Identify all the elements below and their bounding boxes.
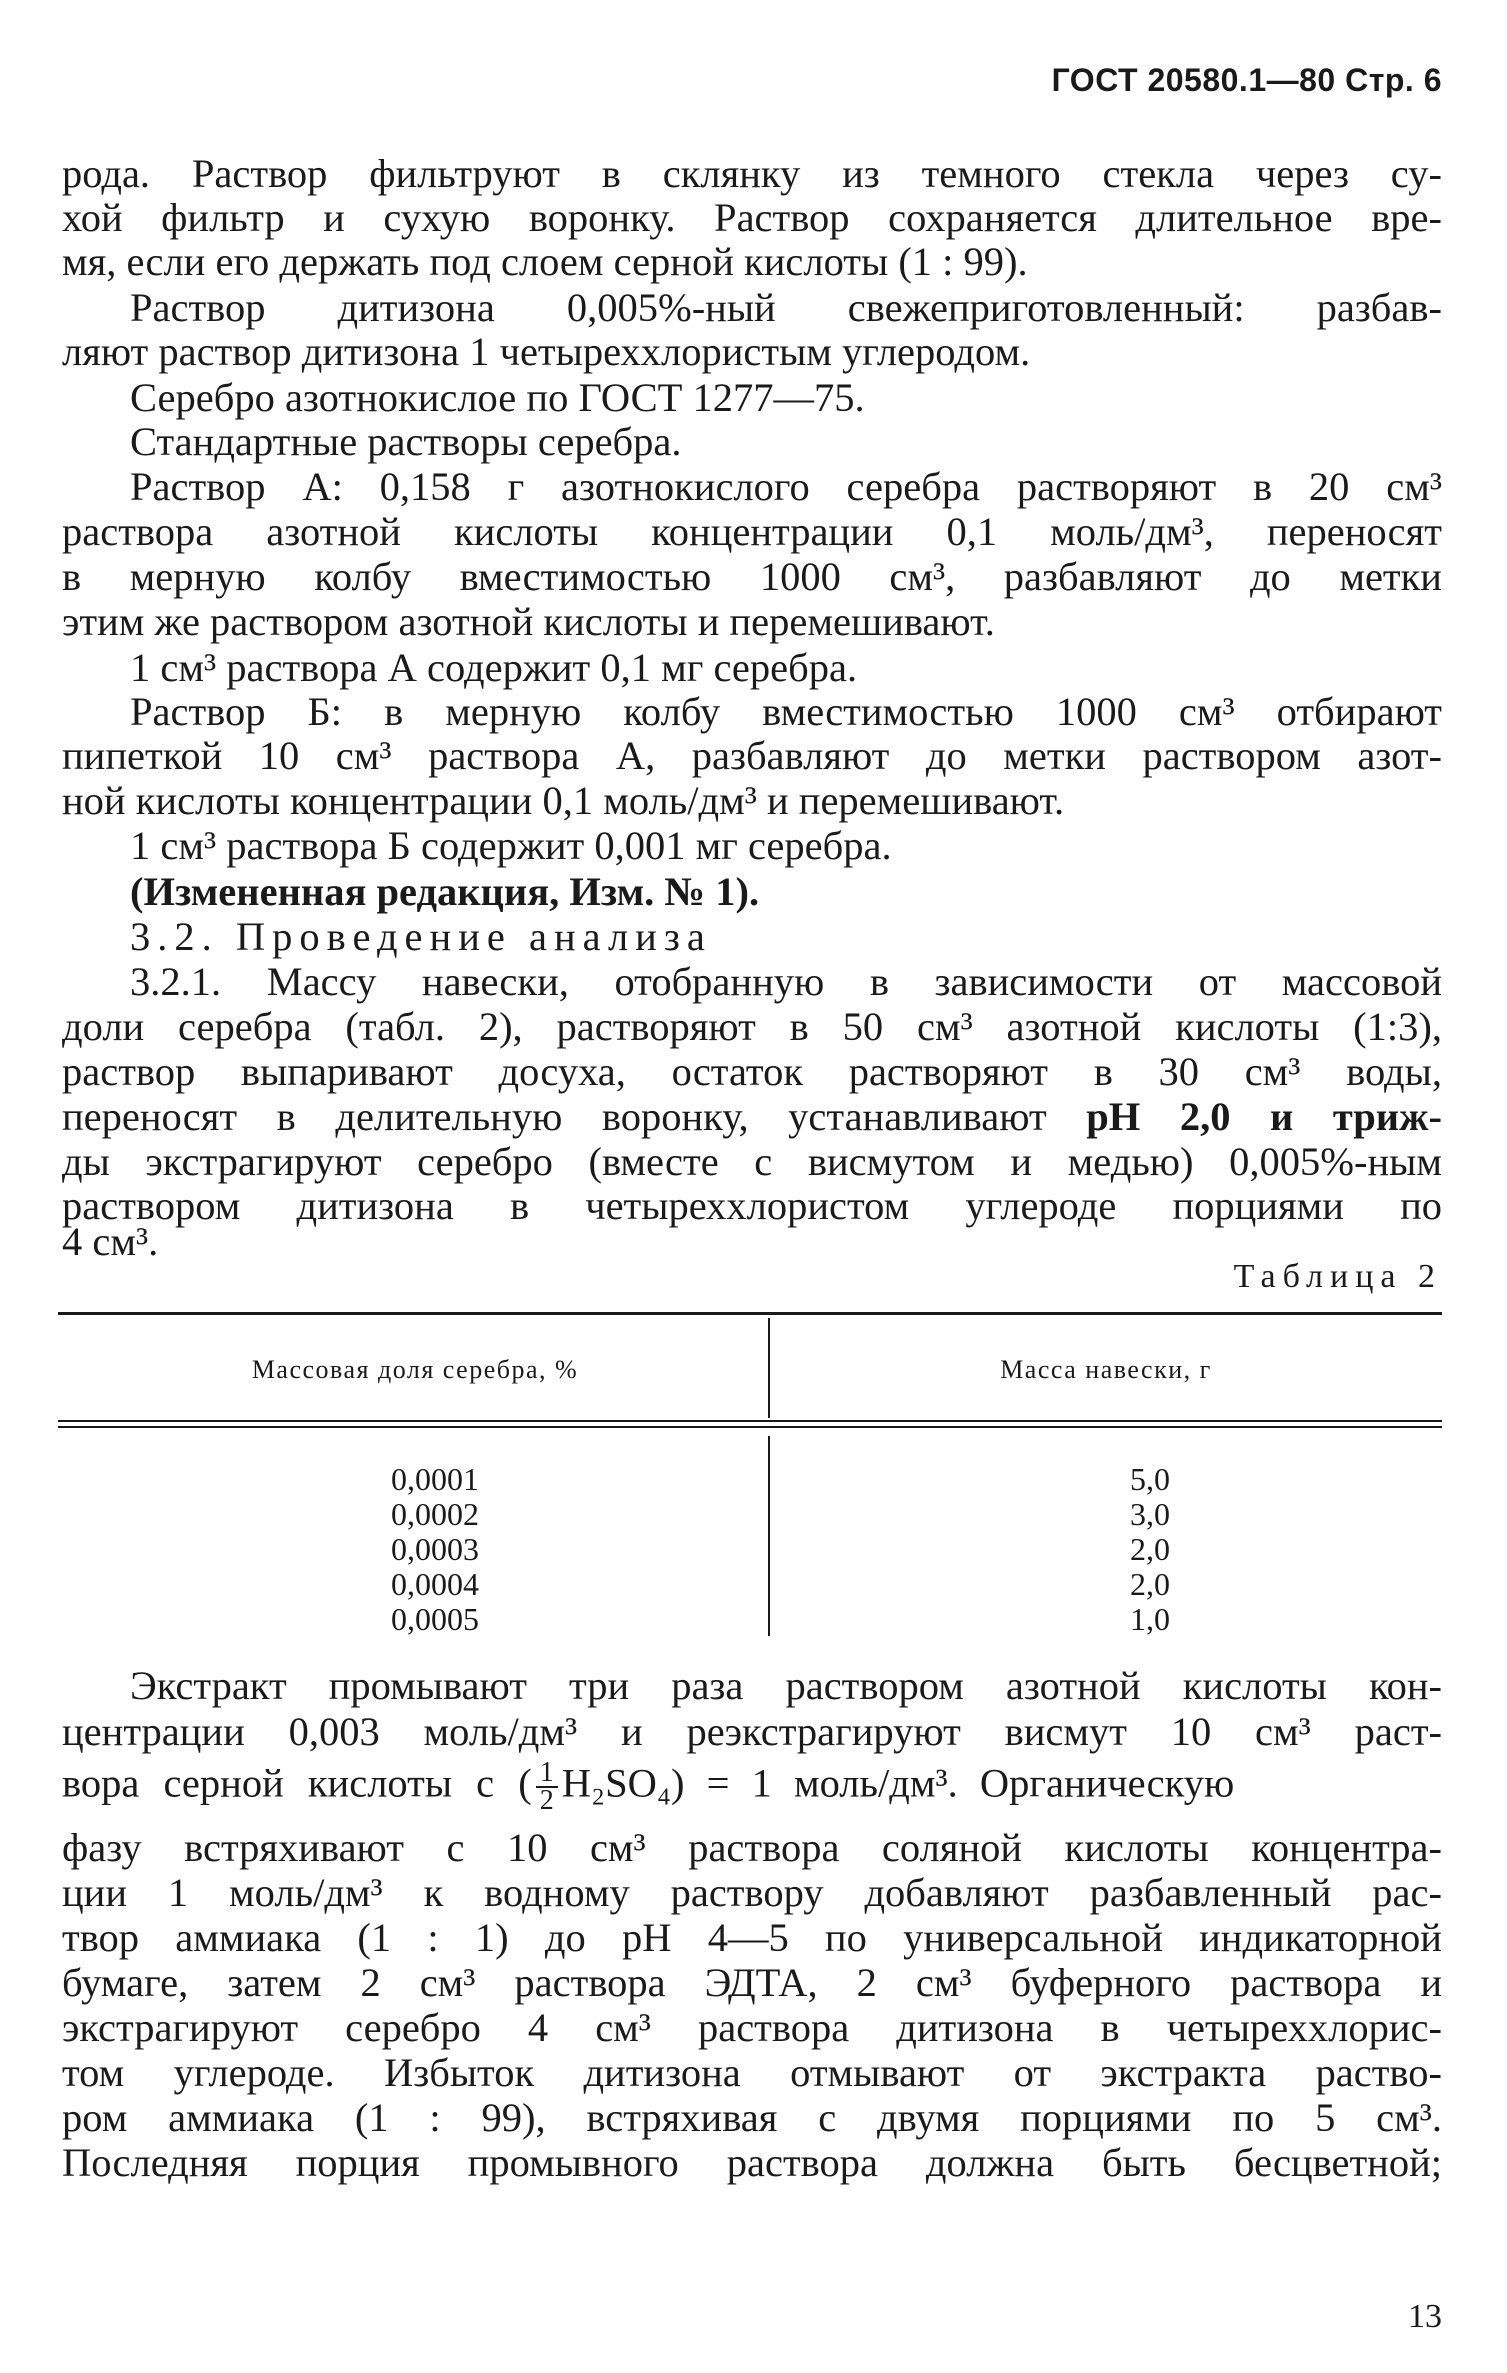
table-cell: 2,0	[1130, 1531, 1170, 1567]
text-line: ции 1 моль/дм³ к водному раствору добавляют разбавленный рас-	[62, 1870, 1442, 1915]
text-line: бумаге, затем 2 см³ раствора ЭДТА, 2 см³ буферного раствора и	[62, 1960, 1442, 2005]
text-line: Последняя порция промывного раствора должна быть бесцветной;	[62, 2140, 1442, 2185]
text-line: Раствор дитизона 0,005%-ный свежеприготовленный: разбав-	[130, 285, 1442, 330]
text-line: ной кислоты концентрации 0,1 моль/дм³ и перемешивают.	[62, 778, 1065, 823]
table-cell: 1,0	[1130, 1601, 1170, 1637]
text-line: Раствор А: 0,158 г азотнокислого серебра растворяют в 20 см³	[130, 464, 1442, 509]
text-line: центрации 0,003 моль/дм³ и реэкстрагируют висмут 10 см³ раст-	[62, 1709, 1442, 1754]
text-line: Серебро азотнокислое по ГОСТ 1277—75.	[130, 375, 865, 420]
page-number: 13	[1408, 2298, 1442, 2335]
text-line: рода. Раствор фильтруют в склянку из темного стекла через су-	[62, 151, 1442, 196]
fraction-denominator: 2	[539, 1785, 554, 1816]
running-header: ГОСТ 20580.1—80 Стр. 6	[1051, 62, 1442, 98]
table-caption: Таблица 2	[1233, 1258, 1442, 1295]
text-line: Экстракт промывают три раза раствором азотной кислоты кон-	[130, 1663, 1442, 1708]
table-cell: 0,0005	[391, 1601, 479, 1637]
text-line: раствора азотной кислоты концентрации 0,1 моль/дм³, переносят	[62, 509, 1442, 554]
text-line-part: переносят в делительную воронку, устанавливают	[62, 1094, 1087, 1139]
text-line: ды экстрагируют серебро (вместе с висмутом и медью) 0,005%-ным	[62, 1139, 1442, 1184]
text-line: в мерную колбу вместимостью 1000 см³, разбавляют до метки	[62, 554, 1442, 599]
table-cell: 2,0	[1130, 1566, 1170, 1602]
text-line: ляют раствор дитизона 1 четыреххлористым углеродом.	[62, 329, 1031, 374]
text-line: фазу встряхивают с 10 см³ раствора соляной кислоты концентра-	[62, 1825, 1442, 1870]
text-line: Раствор Б: в мерную колбу вместимостью 1000 см³ отбирают	[130, 689, 1442, 734]
table-header-rule-1	[58, 1420, 1442, 1422]
section-heading-text: 3.2. Проведение анализа	[130, 914, 712, 959]
text-line: раствором дитизона в четыреххлористом углероде порциями по	[62, 1183, 1442, 1228]
table-cell: 5,0	[1130, 1461, 1170, 1497]
text-line: ром аммиака (1 : 99), встряхивая с двумя порциями по 5 см³.	[62, 2095, 1442, 2140]
text-line: доли серебра (табл. 2), растворяют в 50 см³ азотной кислоты (1:3),	[62, 1004, 1442, 1049]
amendment-note: (Измененная редакция, Изм. № 1).	[130, 869, 760, 914]
table-cell: 3,0	[1130, 1496, 1170, 1532]
table-top-rule	[58, 1312, 1442, 1315]
text-line-bold-part: рН 2,0 и триж-	[1086, 1094, 1442, 1139]
text-line: 1 см³ раствора А содержит 0,1 мг серебра.	[130, 645, 858, 690]
text-line-part: вора серной кислоты с (	[62, 1760, 532, 1806]
table-body-divider	[768, 1436, 770, 1636]
section-heading	[130, 915, 1507, 959]
table-header-col1: Массовая доля серебра, %	[251, 1355, 579, 1384]
text-line	[62, 1095, 1442, 1139]
text-line: пипеткой 10 см³ раствора А, разбавляют до метки раствором азот-	[62, 733, 1442, 778]
table-header-col2: Масса навески, г	[1000, 1355, 1212, 1384]
text-line: этим же раствором азотной кислоты и перемешивают.	[62, 599, 995, 644]
table-cell: 0,0003	[391, 1531, 479, 1567]
text-line-part: H₂SO₄) = 1 моль/дм³. Органическую	[561, 1760, 1235, 1806]
table-header-rule-2	[58, 1426, 1442, 1428]
text-line-with-fraction	[62, 1757, 1442, 1820]
text-line: твор аммиака (1 : 1) до рН 4—5 по универсальной индикаторной	[62, 1915, 1442, 1960]
text-line: экстрагируют серебро 4 см³ раствора дитизона в четыреххлорис-	[62, 2005, 1442, 2050]
fraction	[536, 1757, 558, 1816]
text-line: Стандартные растворы серебра.	[130, 419, 682, 464]
text-line: 1 см³ раствора Б содержит 0,001 мг серебра.	[130, 823, 892, 868]
text-line: хой фильтр и сухую воронку. Раствор сохраняется длительное вре-	[62, 195, 1442, 240]
fraction-numerator: 1	[536, 1760, 558, 1788]
text-line: мя, если его держать под слоем серной кислоты (1 : 99).	[62, 239, 1028, 284]
table-cell: 0,0004	[391, 1566, 479, 1602]
text-line: 4 см³.	[62, 1219, 159, 1264]
table-cell: 0,0001	[391, 1461, 479, 1497]
table-cell: 0,0002	[391, 1496, 479, 1532]
text-line: раствор выпаривают досуха, остаток растворяют в 30 см³ воды,	[62, 1049, 1442, 1094]
text-line: том углероде. Избыток дитизона отмывают от экстракта раство-	[62, 2050, 1442, 2095]
text-line: 3.2.1. Массу навески, отобранную в зависимости от массовой	[130, 959, 1442, 1004]
